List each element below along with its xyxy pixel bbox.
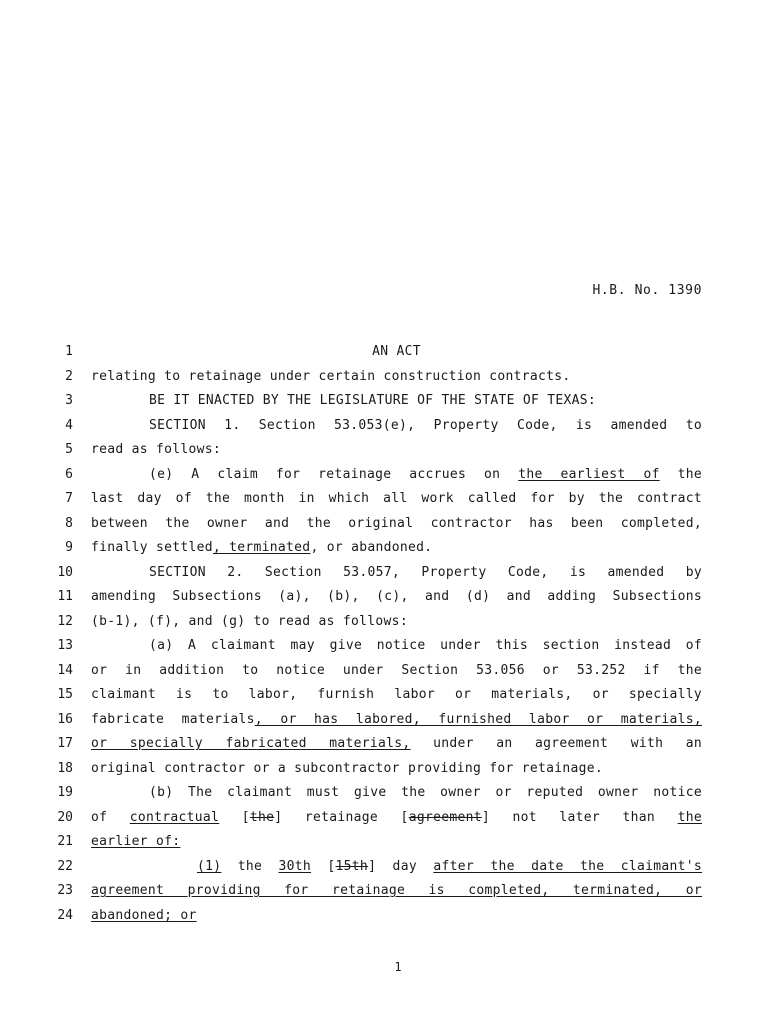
line-text xyxy=(91,712,702,727)
line-number: 21 xyxy=(57,834,73,849)
text-segment: read as follows: xyxy=(91,442,222,457)
text-line xyxy=(0,761,770,786)
line-number: 20 xyxy=(57,809,73,825)
text-segment: the xyxy=(221,858,279,874)
line-number: 22 xyxy=(57,858,73,874)
text-segment: between the owner and the original contractor has been completed, xyxy=(91,515,702,531)
text-line xyxy=(0,859,770,884)
text-segment: (b-1), (f), and (g) to read as follows: xyxy=(91,613,408,629)
text-segment: of xyxy=(91,809,130,825)
text-line xyxy=(0,442,770,467)
inserted-text: , terminated xyxy=(212,540,311,555)
line-text xyxy=(91,491,702,506)
inserted-text: abandoned; or xyxy=(91,907,197,923)
line-number: 5 xyxy=(65,442,73,457)
text-segment: (e) A claim for retainage accrues on xyxy=(149,466,519,482)
text-segment: amending Subsections (a), (b), (c), and (d) and adding Subsections xyxy=(91,589,702,604)
line-number: 1 xyxy=(65,344,73,359)
text-line xyxy=(0,467,770,492)
text-line xyxy=(0,491,770,516)
text-segment: or in addition to notice under Section 53.056 or 53.252 if the xyxy=(91,662,702,678)
text-line xyxy=(0,565,770,590)
text-line xyxy=(0,369,770,394)
text-segment: SECTION 1. Section 53.053(e), Property Code, is amended to xyxy=(149,417,702,433)
inserted-text: , or has labored, furnished labor or materials, xyxy=(254,711,702,727)
inserted-text: contractual xyxy=(129,809,220,825)
text-line xyxy=(0,663,770,688)
line-number: 2 xyxy=(65,368,73,384)
line-text xyxy=(91,540,702,555)
line-text xyxy=(91,442,702,457)
line-text xyxy=(91,883,702,898)
bill-number: H.B. No. 1390 xyxy=(592,283,702,298)
line-number: 3 xyxy=(65,393,73,408)
inserted-text: agreement providing for retainage is completed, terminated, or xyxy=(91,883,702,898)
inserted-text: earlier of: xyxy=(91,834,181,849)
text-segment: SECTION 2. Section 53.057, Property Code, is amended by xyxy=(149,564,702,580)
line-text xyxy=(91,908,702,923)
text-line xyxy=(0,540,770,565)
text-line xyxy=(0,393,770,418)
text-segment: (b) The claimant must give the owner or reputed owner notice xyxy=(149,785,702,800)
text-segment: BE IT ENACTED BY THE LEGISLATURE OF THE STATE OF TEXAS: xyxy=(149,393,596,408)
line-number: 4 xyxy=(65,417,73,433)
text-segment: [ xyxy=(311,858,336,874)
text-segment: relating to retainage under certain construction contracts. xyxy=(91,368,571,384)
inserted-text: (1) xyxy=(197,858,222,874)
line-number: 19 xyxy=(57,785,73,800)
line-text xyxy=(91,393,702,408)
line-text xyxy=(91,467,702,482)
text-segment: ] retainage [ xyxy=(274,809,409,825)
line-text xyxy=(91,810,702,825)
text-segment: ] day xyxy=(368,858,434,874)
text-segment: (a) A claimant may give notice under this section instead of xyxy=(149,638,702,653)
line-text xyxy=(91,859,702,874)
text-segment: last day of the month in which all work called for by the contract xyxy=(91,491,702,506)
text-line xyxy=(0,908,770,933)
text-line xyxy=(0,516,770,541)
line-text xyxy=(91,589,702,604)
line-number: 11 xyxy=(57,589,73,604)
line-text xyxy=(91,418,702,433)
line-text xyxy=(91,663,702,678)
inserted-text: or specially fabricated materials, xyxy=(91,736,411,751)
text-segment: AN ACT xyxy=(372,344,421,359)
line-text xyxy=(91,344,702,359)
text-line xyxy=(0,736,770,761)
line-text xyxy=(91,687,702,702)
line-text xyxy=(91,736,702,751)
text-line xyxy=(0,638,770,663)
text-segment: ] not later than xyxy=(481,809,678,825)
text-line xyxy=(0,883,770,908)
line-number: 8 xyxy=(65,515,73,531)
text-line xyxy=(0,785,770,810)
line-number: 17 xyxy=(57,736,73,751)
line-text xyxy=(91,638,702,653)
text-line xyxy=(0,344,770,369)
line-text xyxy=(91,614,702,629)
line-number: 15 xyxy=(57,687,73,702)
text-line xyxy=(0,589,770,614)
text-line xyxy=(0,712,770,737)
line-number: 24 xyxy=(57,907,73,923)
line-text xyxy=(91,834,702,849)
line-number: 12 xyxy=(57,613,73,629)
text-segment: the xyxy=(659,466,702,482)
deleted-text: agreement xyxy=(408,809,482,825)
line-number: 14 xyxy=(57,662,73,678)
text-segment: under an agreement with an xyxy=(410,736,702,751)
text-line xyxy=(0,418,770,443)
line-number: 13 xyxy=(57,638,73,653)
line-text xyxy=(91,516,702,531)
page-number: 1 xyxy=(394,960,402,974)
text-line xyxy=(0,834,770,859)
text-line xyxy=(0,810,770,835)
text-segment: [ xyxy=(219,809,250,825)
line-text xyxy=(91,369,702,384)
line-number: 7 xyxy=(65,491,73,506)
deleted-text: the xyxy=(249,809,275,825)
line-number: 23 xyxy=(57,883,73,898)
text-line xyxy=(0,614,770,639)
text-line xyxy=(0,687,770,712)
line-text xyxy=(91,785,702,800)
text-segment: original contractor or a subcontractor providing for retainage. xyxy=(91,760,603,776)
deleted-text: 15th xyxy=(335,858,369,874)
inserted-text: the xyxy=(677,809,702,825)
text-segment: finally settled xyxy=(91,540,213,555)
line-text xyxy=(91,761,702,776)
inserted-text: after the date the claimant's xyxy=(433,858,702,874)
line-number: 16 xyxy=(57,711,73,727)
inserted-text: 30th xyxy=(278,858,312,874)
text-segment: claimant is to labor, furnish labor or materials, or specially xyxy=(91,687,702,702)
text-segment: , or abandoned. xyxy=(310,540,433,555)
line-number: 6 xyxy=(65,466,73,482)
line-number: 9 xyxy=(65,540,73,555)
text-segment: fabricate materials xyxy=(91,711,255,727)
line-text xyxy=(91,565,702,580)
line-number: 10 xyxy=(57,564,73,580)
inserted-text: the earliest of xyxy=(518,466,660,482)
line-number: 18 xyxy=(57,760,73,776)
